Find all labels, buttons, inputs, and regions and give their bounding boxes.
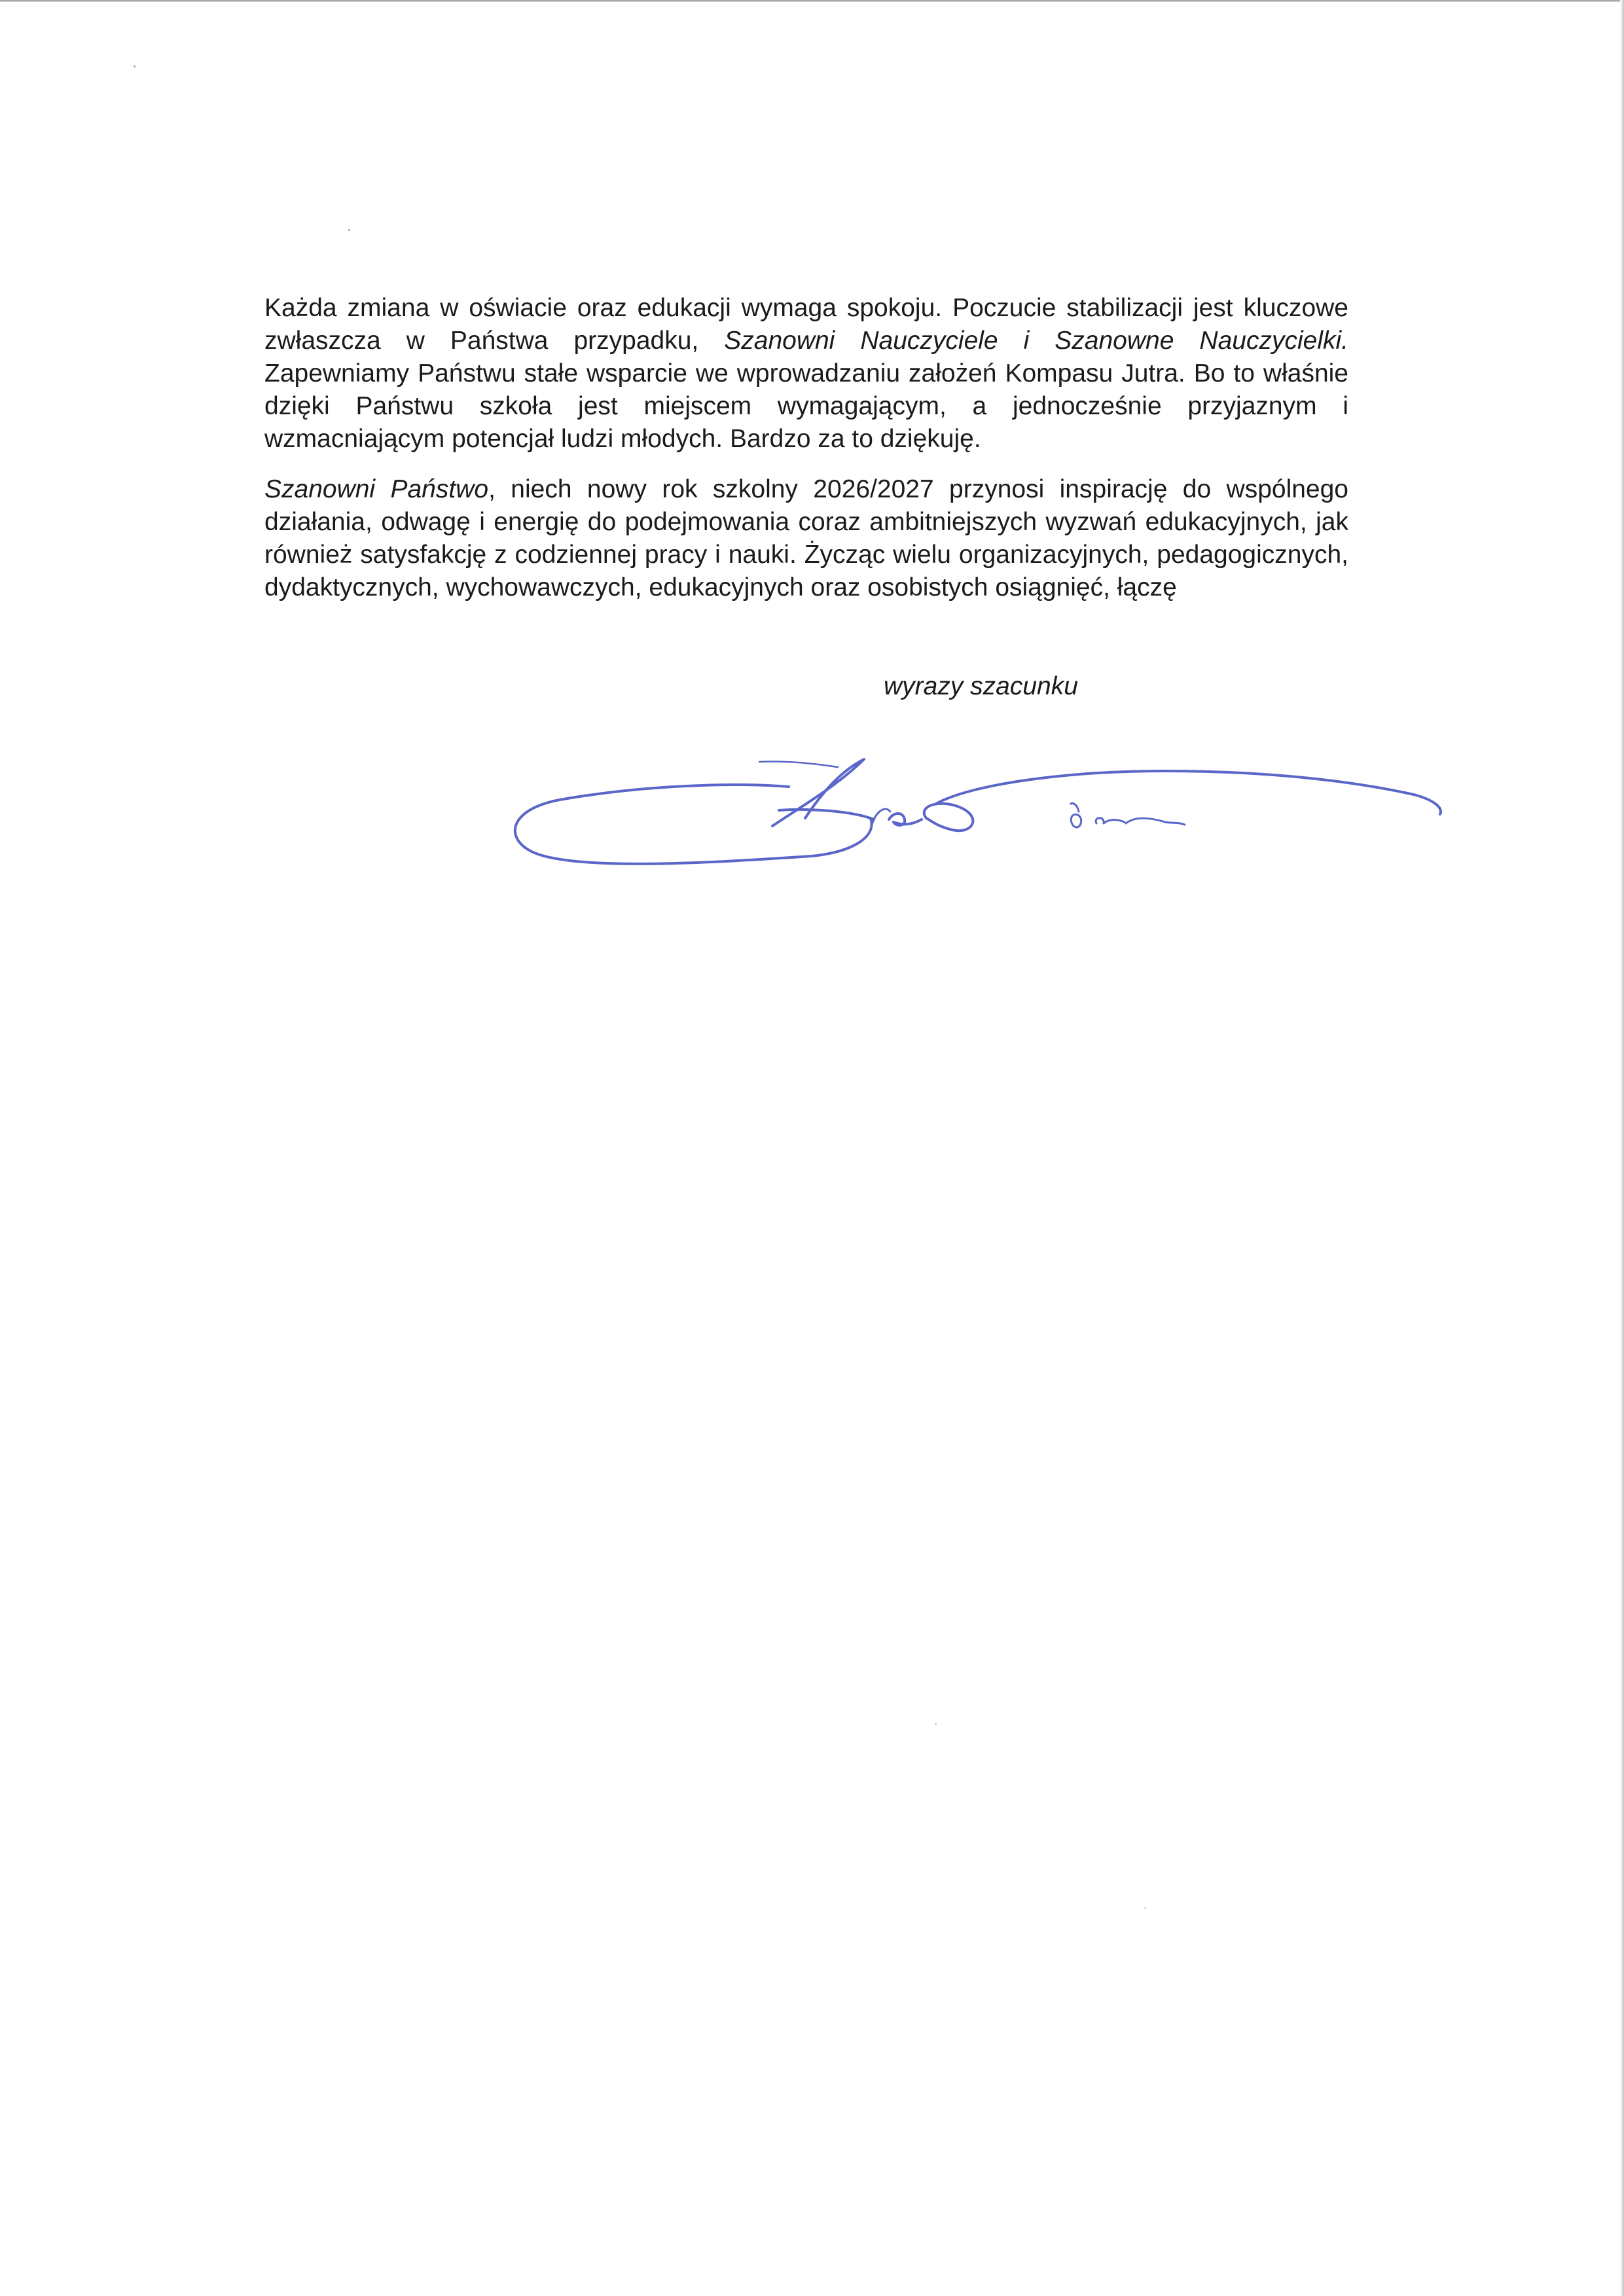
- letter-paragraph-1: [264, 292, 1348, 456]
- scan-edge-top: [0, 0, 1624, 2]
- scan-edge-right: [1620, 0, 1624, 2296]
- scan-speck: [935, 1723, 937, 1725]
- letter-paragraph-2: [264, 473, 1348, 604]
- paragraph-1-emphasis: Szanowni Nauczyciele i Szanowne Nauczycielki: [724, 327, 1342, 355]
- scan-speck: [1144, 1907, 1146, 1909]
- paragraph-1-text-after: Zapewniamy Państwu stałe wsparcie we wprowadzaniu założeń Kompasu Jutra. Bo to właśnie dzięki Państwu szkoła jest miejscem wymagającym, a jednocześnie przyjaznym i wzmacniającym potencjał ludzi młodych. Bardzo za to dziękuję.: [264, 359, 1348, 453]
- paragraph-1-text: Każda zmiana w oświacie oraz edukacji wymaga spokoju. Poczucie stabilizacji jest kluczowe zwłaszcza w Państwa przypadku,: [264, 294, 1348, 355]
- letter-body: [264, 292, 1348, 604]
- paragraph-2-text: , niech nowy rok szkolny 2026/2027 przynosi inspirację do wspólnego działania, odwagę i energię do podejmowania coraz ambitniejszych wyzwań edukacyjnych, jak również satysfakcję z codziennej pracy i nauki. Życząc wielu organizacyjnych, pedagogicznych, dydaktycznych, wychowawczych, edukacyjnych oraz osobistych osiągnięć, łączę: [264, 475, 1348, 601]
- paragraph-2-emphasis: Szanowni Państwo: [264, 475, 489, 503]
- scan-speck: [348, 229, 350, 231]
- scan-speck: [134, 65, 135, 67]
- paragraph-1-emphasis-end: .: [1341, 327, 1348, 355]
- closing-phrase: wyrazy szacunku: [884, 672, 1078, 700]
- handwritten-signature-icon: [497, 746, 1447, 877]
